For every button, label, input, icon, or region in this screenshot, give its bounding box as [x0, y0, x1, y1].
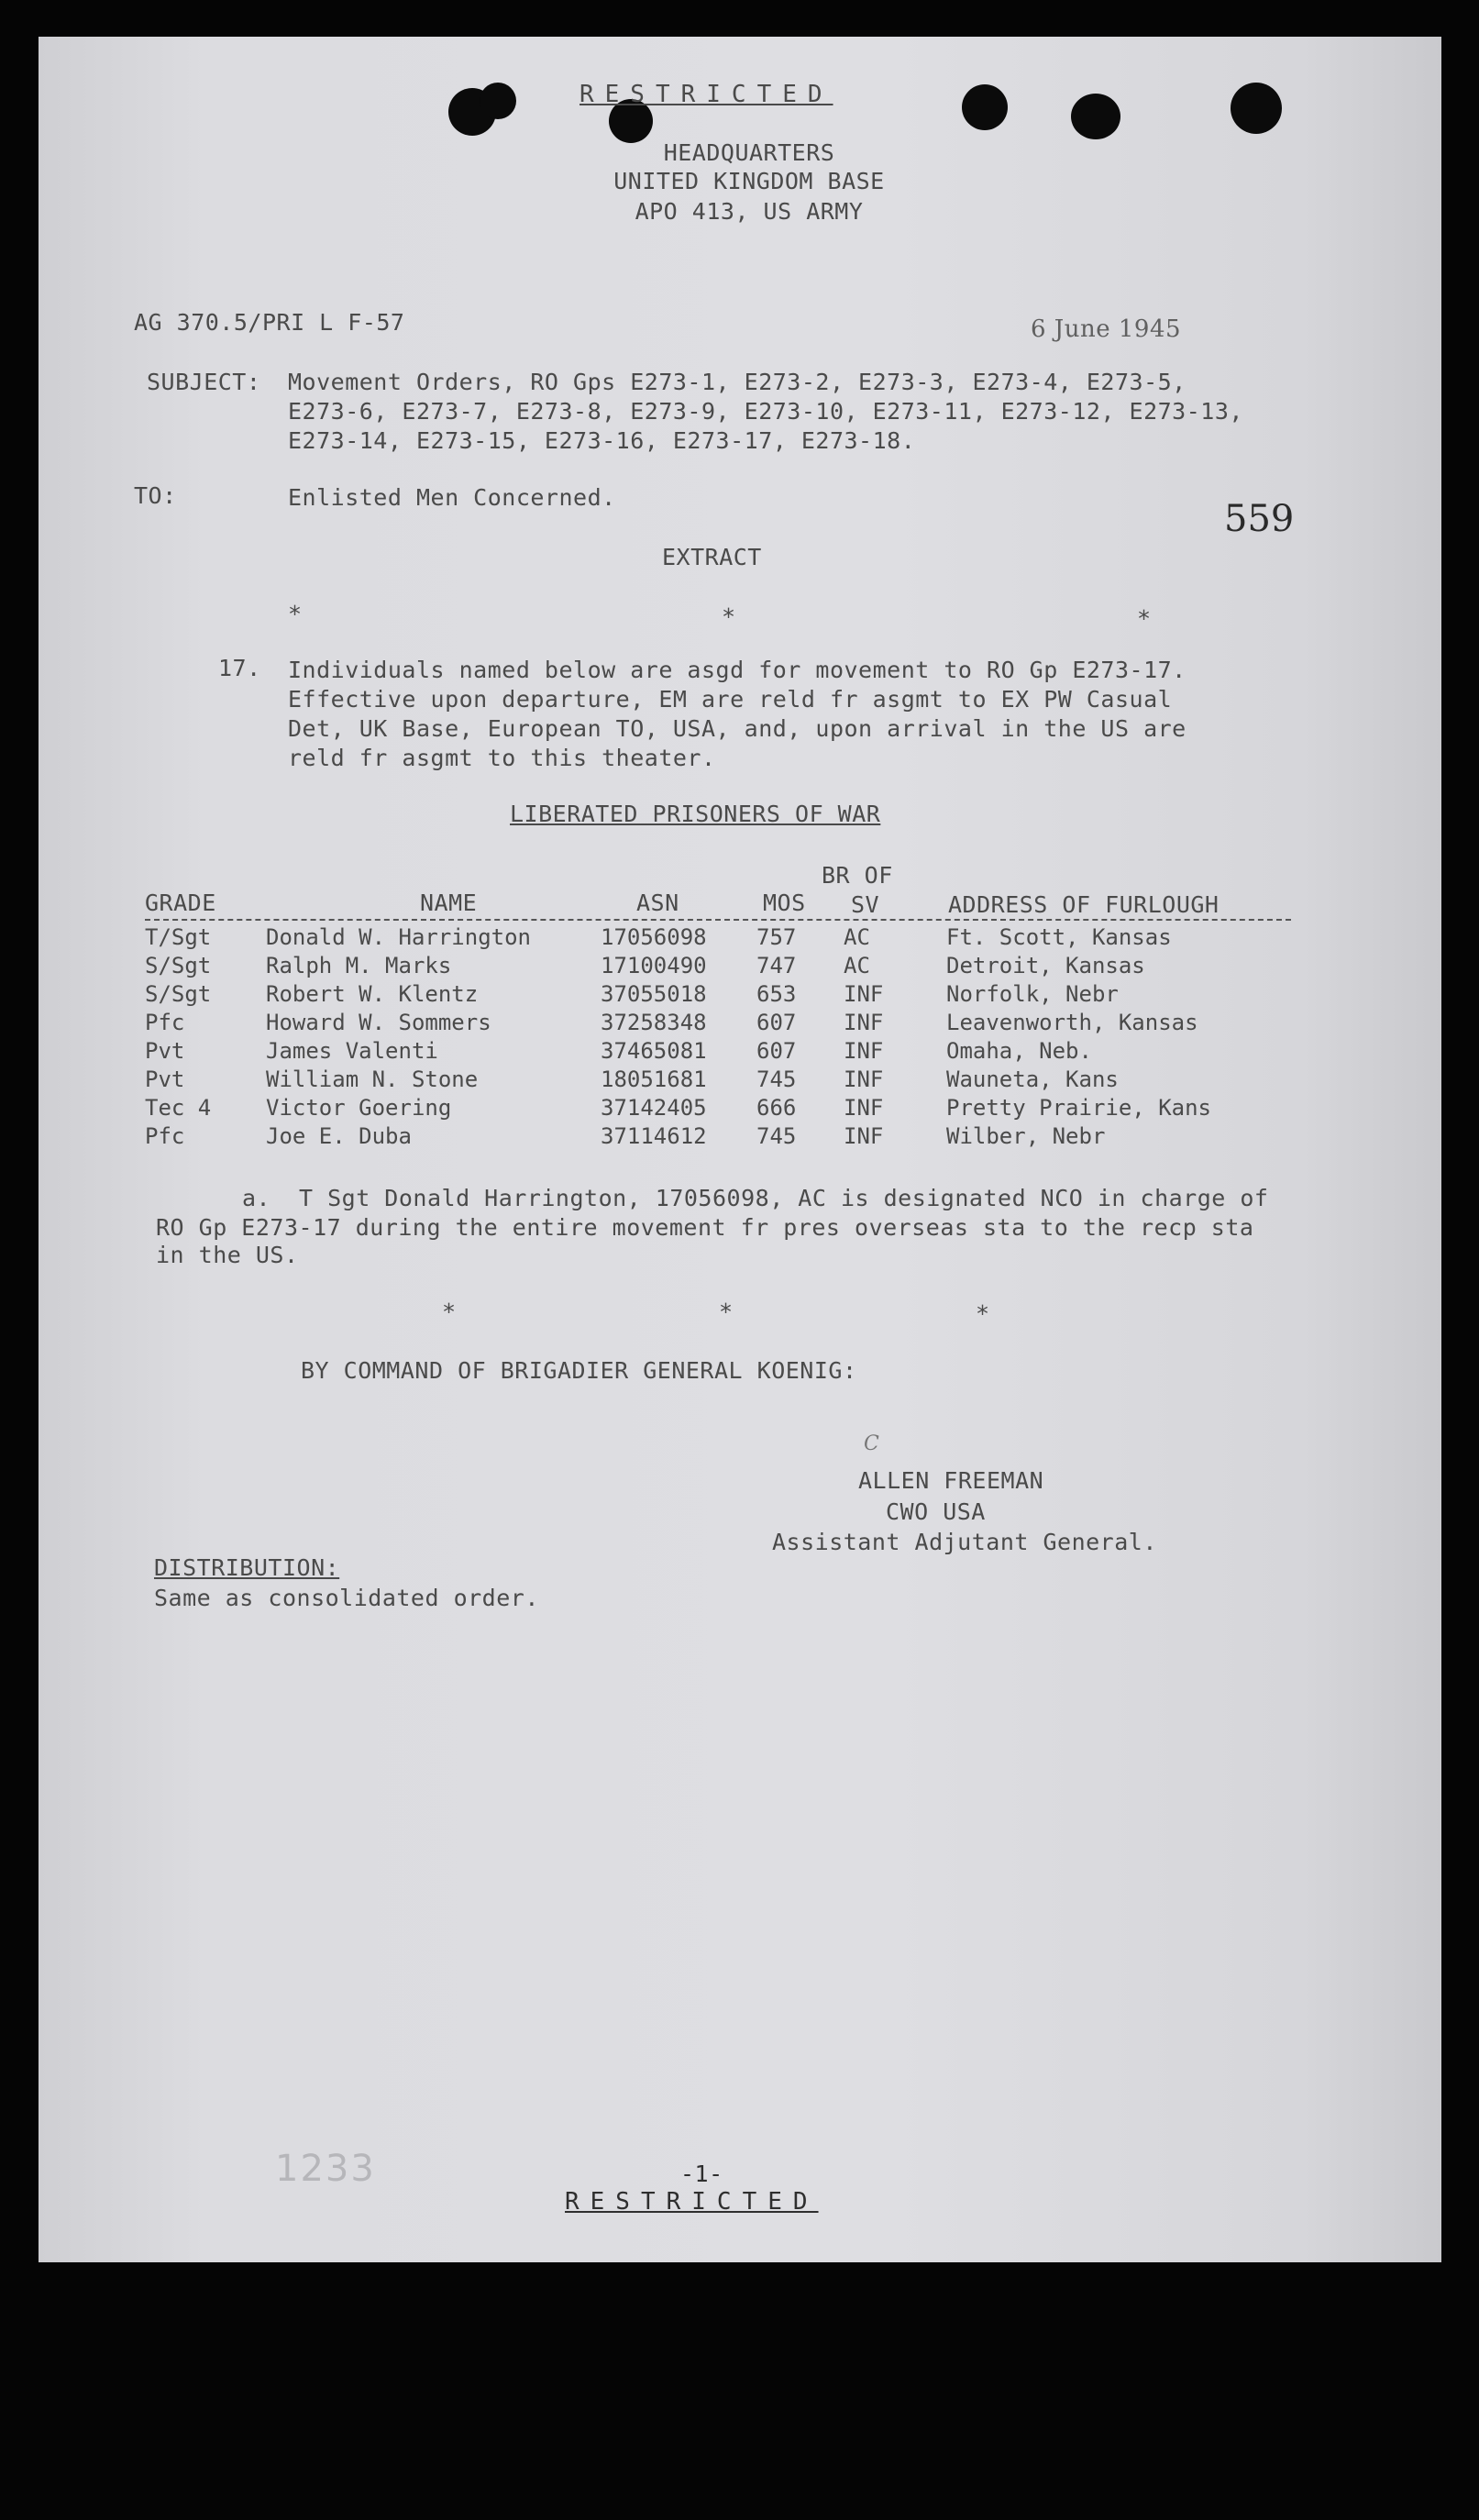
column-header-br-top: BR OF — [822, 862, 893, 889]
paragraph-line-4: reld fr asgmt to this theater. — [288, 745, 716, 771]
cell-name: Victor Goering — [266, 1094, 452, 1121]
distribution-value: Same as consolidated order. — [154, 1585, 539, 1611]
subparagraph-line-2: RO Gp E273-17 during the entire movement fr pres overseas sta to the recp sta — [156, 1214, 1254, 1241]
cell-address: Ft. Scott, Kansas — [946, 923, 1172, 950]
paragraph-number: 17. — [218, 655, 261, 681]
table-row — [145, 979, 1249, 1008]
cell-mos: 745 — [756, 1122, 797, 1149]
subject-line-1: Movement Orders, RO Gps E273-1, E273-2, E273-3, E273-4, E273-5, — [288, 369, 1187, 395]
paragraph-line-1: Individuals named below are asgd for movement to RO Gp E273-17. — [288, 657, 1187, 683]
cell-asn: 18051681 — [601, 1066, 707, 1092]
subject-line-2: E273-6, E273-7, E273-8, E273-9, E273-10, E273-11, E273-12, E273-13, — [288, 398, 1243, 425]
table-row — [145, 1065, 1249, 1093]
cell-asn: 37142405 — [601, 1094, 707, 1121]
classification-bottom: RESTRICTED — [565, 2188, 819, 2216]
classification-top: RESTRICTED — [579, 81, 833, 108]
signature-initial: C — [864, 1432, 879, 1455]
column-header-br-bottom: SV — [851, 891, 880, 918]
cell-grade: T/Sgt — [145, 923, 212, 950]
cell-address: Wauneta, Kans — [946, 1066, 1119, 1092]
cell-asn: 37055018 — [601, 980, 707, 1007]
cell-asn: 37465081 — [601, 1037, 707, 1064]
cell-name: Joe E. Duba — [266, 1122, 412, 1149]
cell-grade: Pvt — [145, 1037, 185, 1064]
subparagraph-line-1: T Sgt Donald Harrington, 17056098, AC is designated NCO in charge of — [299, 1185, 1269, 1211]
cell-address: Pretty Prairie, Kans — [946, 1094, 1211, 1121]
column-header-mos: MOS — [763, 890, 806, 916]
separator-star: * — [722, 603, 736, 630]
to-value: Enlisted Men Concerned. — [288, 484, 616, 511]
cell-mos: 607 — [756, 1009, 797, 1035]
table-row — [145, 1008, 1249, 1036]
separator-star: * — [1137, 605, 1152, 632]
cell-grade: S/Sgt — [145, 980, 212, 1007]
table-row — [145, 923, 1249, 951]
paragraph-line-2: Effective upon departure, EM are reld fr asgmt to EX PW Casual — [288, 686, 1173, 713]
cell-grade: Pfc — [145, 1009, 185, 1035]
separator-star: * — [719, 1299, 734, 1325]
paragraph-line-3: Det, UK Base, European TO, USA, and, upon arrival in the US are — [288, 715, 1187, 742]
table-row — [145, 951, 1249, 979]
signature-name: ALLEN FREEMAN — [858, 1467, 1044, 1494]
cell-address: Norfolk, Nebr — [946, 980, 1119, 1007]
subject-line-3: E273-14, E273-15, E273-16, E273-17, E273-18. — [288, 427, 916, 454]
stamp-number: 1233 — [275, 2148, 376, 2190]
table-row — [145, 1093, 1249, 1122]
header-line-1: HEADQUARTERS — [663, 139, 835, 166]
separator-star: * — [288, 601, 303, 627]
cell-address: Wilber, Nebr — [946, 1122, 1106, 1149]
punch-hole — [480, 83, 516, 119]
separator-star: * — [442, 1299, 457, 1325]
punch-hole — [1231, 83, 1282, 134]
cell-address: Leavenworth, Kansas — [946, 1009, 1198, 1035]
reference-number: AG 370.5/PRI L F-57 — [134, 309, 405, 336]
cell-asn: 17056098 — [601, 923, 707, 950]
cell-br: INF — [844, 1122, 884, 1149]
cell-mos: 666 — [756, 1094, 797, 1121]
subject-label: SUBJECT: — [147, 369, 261, 395]
table-row — [145, 1122, 1249, 1150]
column-header-grade: GRADE — [145, 890, 216, 916]
cell-address: Omaha, Neb. — [946, 1037, 1092, 1064]
cell-mos: 745 — [756, 1066, 797, 1092]
cell-mos: 653 — [756, 980, 797, 1007]
cell-grade: Tec 4 — [145, 1094, 212, 1121]
page-stamp: 559 — [1224, 498, 1295, 540]
section-heading: LIBERATED PRISONERS OF WAR — [510, 801, 881, 827]
cell-grade: Pfc — [145, 1122, 185, 1149]
distribution-label: DISTRIBUTION: — [154, 1554, 340, 1581]
header-line-2: UNITED KINGDOM BASE — [613, 168, 885, 194]
cell-mos: 747 — [756, 952, 797, 978]
subparagraph-line-3: in the US. — [156, 1242, 299, 1268]
table-row — [145, 1036, 1249, 1065]
page-number: -1- — [680, 2161, 723, 2187]
cell-asn: 37258348 — [601, 1009, 707, 1035]
cell-br: INF — [844, 1009, 884, 1035]
cell-name: Ralph M. Marks — [266, 952, 452, 978]
command-line: BY COMMAND OF BRIGADIER GENERAL KOENIG: — [301, 1357, 857, 1384]
subparagraph-letter: a. — [242, 1185, 271, 1211]
cell-grade: Pvt — [145, 1066, 185, 1092]
roster-table — [145, 923, 1249, 1150]
cell-asn: 37114612 — [601, 1122, 707, 1149]
cell-name: James Valenti — [266, 1037, 438, 1064]
document-date: 6 June 1945 — [1031, 315, 1182, 343]
cell-address: Detroit, Kansas — [946, 952, 1145, 978]
header-line-3: APO 413, US ARMY — [635, 198, 864, 225]
cell-name: Robert W. Klentz — [266, 980, 479, 1007]
document-page — [39, 37, 1441, 2262]
signature-rank: CWO USA — [886, 1498, 986, 1525]
cell-name: William N. Stone — [266, 1066, 479, 1092]
punch-hole — [962, 84, 1008, 130]
cell-mos: 607 — [756, 1037, 797, 1064]
cell-br: INF — [844, 1037, 884, 1064]
column-header-name: NAME — [420, 890, 478, 916]
cell-name: Donald W. Harrington — [266, 923, 531, 950]
signature-title: Assistant Adjutant General. — [772, 1529, 1157, 1555]
cell-br: AC — [844, 923, 870, 950]
to-label: TO: — [134, 482, 177, 509]
column-header-address: ADDRESS OF FURLOUGH — [948, 891, 1220, 918]
cell-br: AC — [844, 952, 870, 978]
cell-br: INF — [844, 1066, 884, 1092]
column-header-asn: ASN — [636, 890, 679, 916]
extract-heading: EXTRACT — [662, 544, 762, 570]
cell-br: INF — [844, 1094, 884, 1121]
cell-name: Howard W. Sommers — [266, 1009, 491, 1035]
cell-asn: 17100490 — [601, 952, 707, 978]
punch-hole — [1071, 94, 1120, 139]
cell-grade: S/Sgt — [145, 952, 212, 978]
cell-mos: 757 — [756, 923, 797, 950]
separator-star: * — [976, 1300, 990, 1327]
cell-br: INF — [844, 980, 884, 1007]
